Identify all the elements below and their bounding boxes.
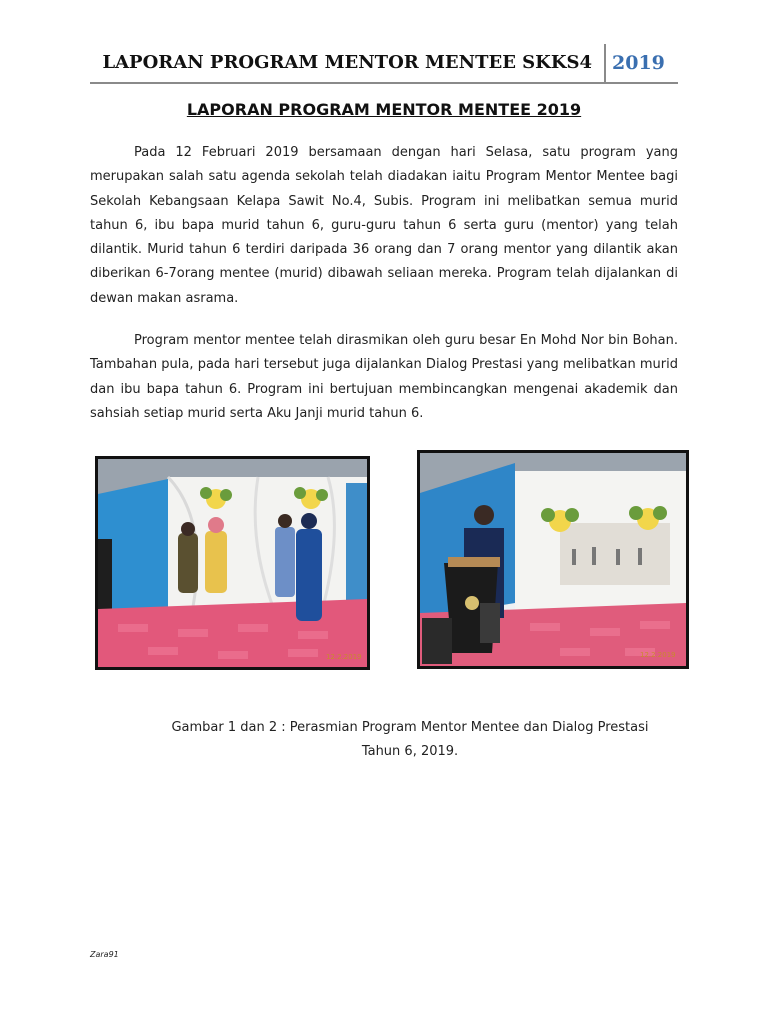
svg-text:12.2.2019: 12.2.2019 bbox=[326, 653, 362, 661]
footer-author: Zara91 bbox=[90, 950, 119, 959]
header-separator bbox=[604, 44, 606, 82]
caption-line-1: Gambar 1 dan 2 : Perasmian Program Mentor Mentee dan Dialog Prestasi bbox=[171, 720, 649, 735]
svg-text:12.2.2019: 12.2.2019 bbox=[640, 651, 676, 659]
photo-caption bbox=[100, 716, 720, 764]
paragraph-2: Program mentor mentee telah dirasmikan oleh guru besar En Mohd Nor bin Bohan. Tambahan pula, pada hari tersebut juga dijalankan Dialog Prestasi yang melibatkan murid dan ibu bapa tahun 6. Program ini bertujuan membincangkan mengenai akademik dan sahsiah setiap murid serta Aku Janji murid tahun 6. bbox=[90, 333, 678, 421]
header-year: 2019 bbox=[612, 52, 665, 74]
document-title: LAPORAN PROGRAM MENTOR MENTEE 2019 bbox=[186, 100, 582, 119]
header-title: LAPORAN PROGRAM MENTOR MENTEE SKKS4 bbox=[102, 52, 592, 73]
caption-line-2: Tahun 6, 2019. bbox=[361, 744, 459, 759]
paragraph-1: Pada 12 Februari 2019 bersamaan dengan hari Selasa, satu program yang merupakan salah satu agenda sekolah telah diadakan iaitu Program Mentor Mentee bagi Sekolah Kebangsaan Kelapa Sawit No.4, Subis. Program ini melibatkan semua murid tahun 6, ibu bapa murid tahun 6, guru-guru tahun 6 serta guru (mentor) yang telah dilantik. Murid tahun 6 terdiri daripada 36 orang dan 7 orang mentor yang dilantik akan diberikan 6-7orang mentee (murid) dibawah seliaan mereka. Program telah dijalankan di dewan makan asrama. bbox=[90, 145, 678, 306]
document-title-wrap bbox=[0, 100, 768, 119]
page-header bbox=[90, 44, 678, 84]
photo-ceremony-2 bbox=[417, 450, 689, 669]
photo-ceremony-1 bbox=[95, 456, 370, 670]
